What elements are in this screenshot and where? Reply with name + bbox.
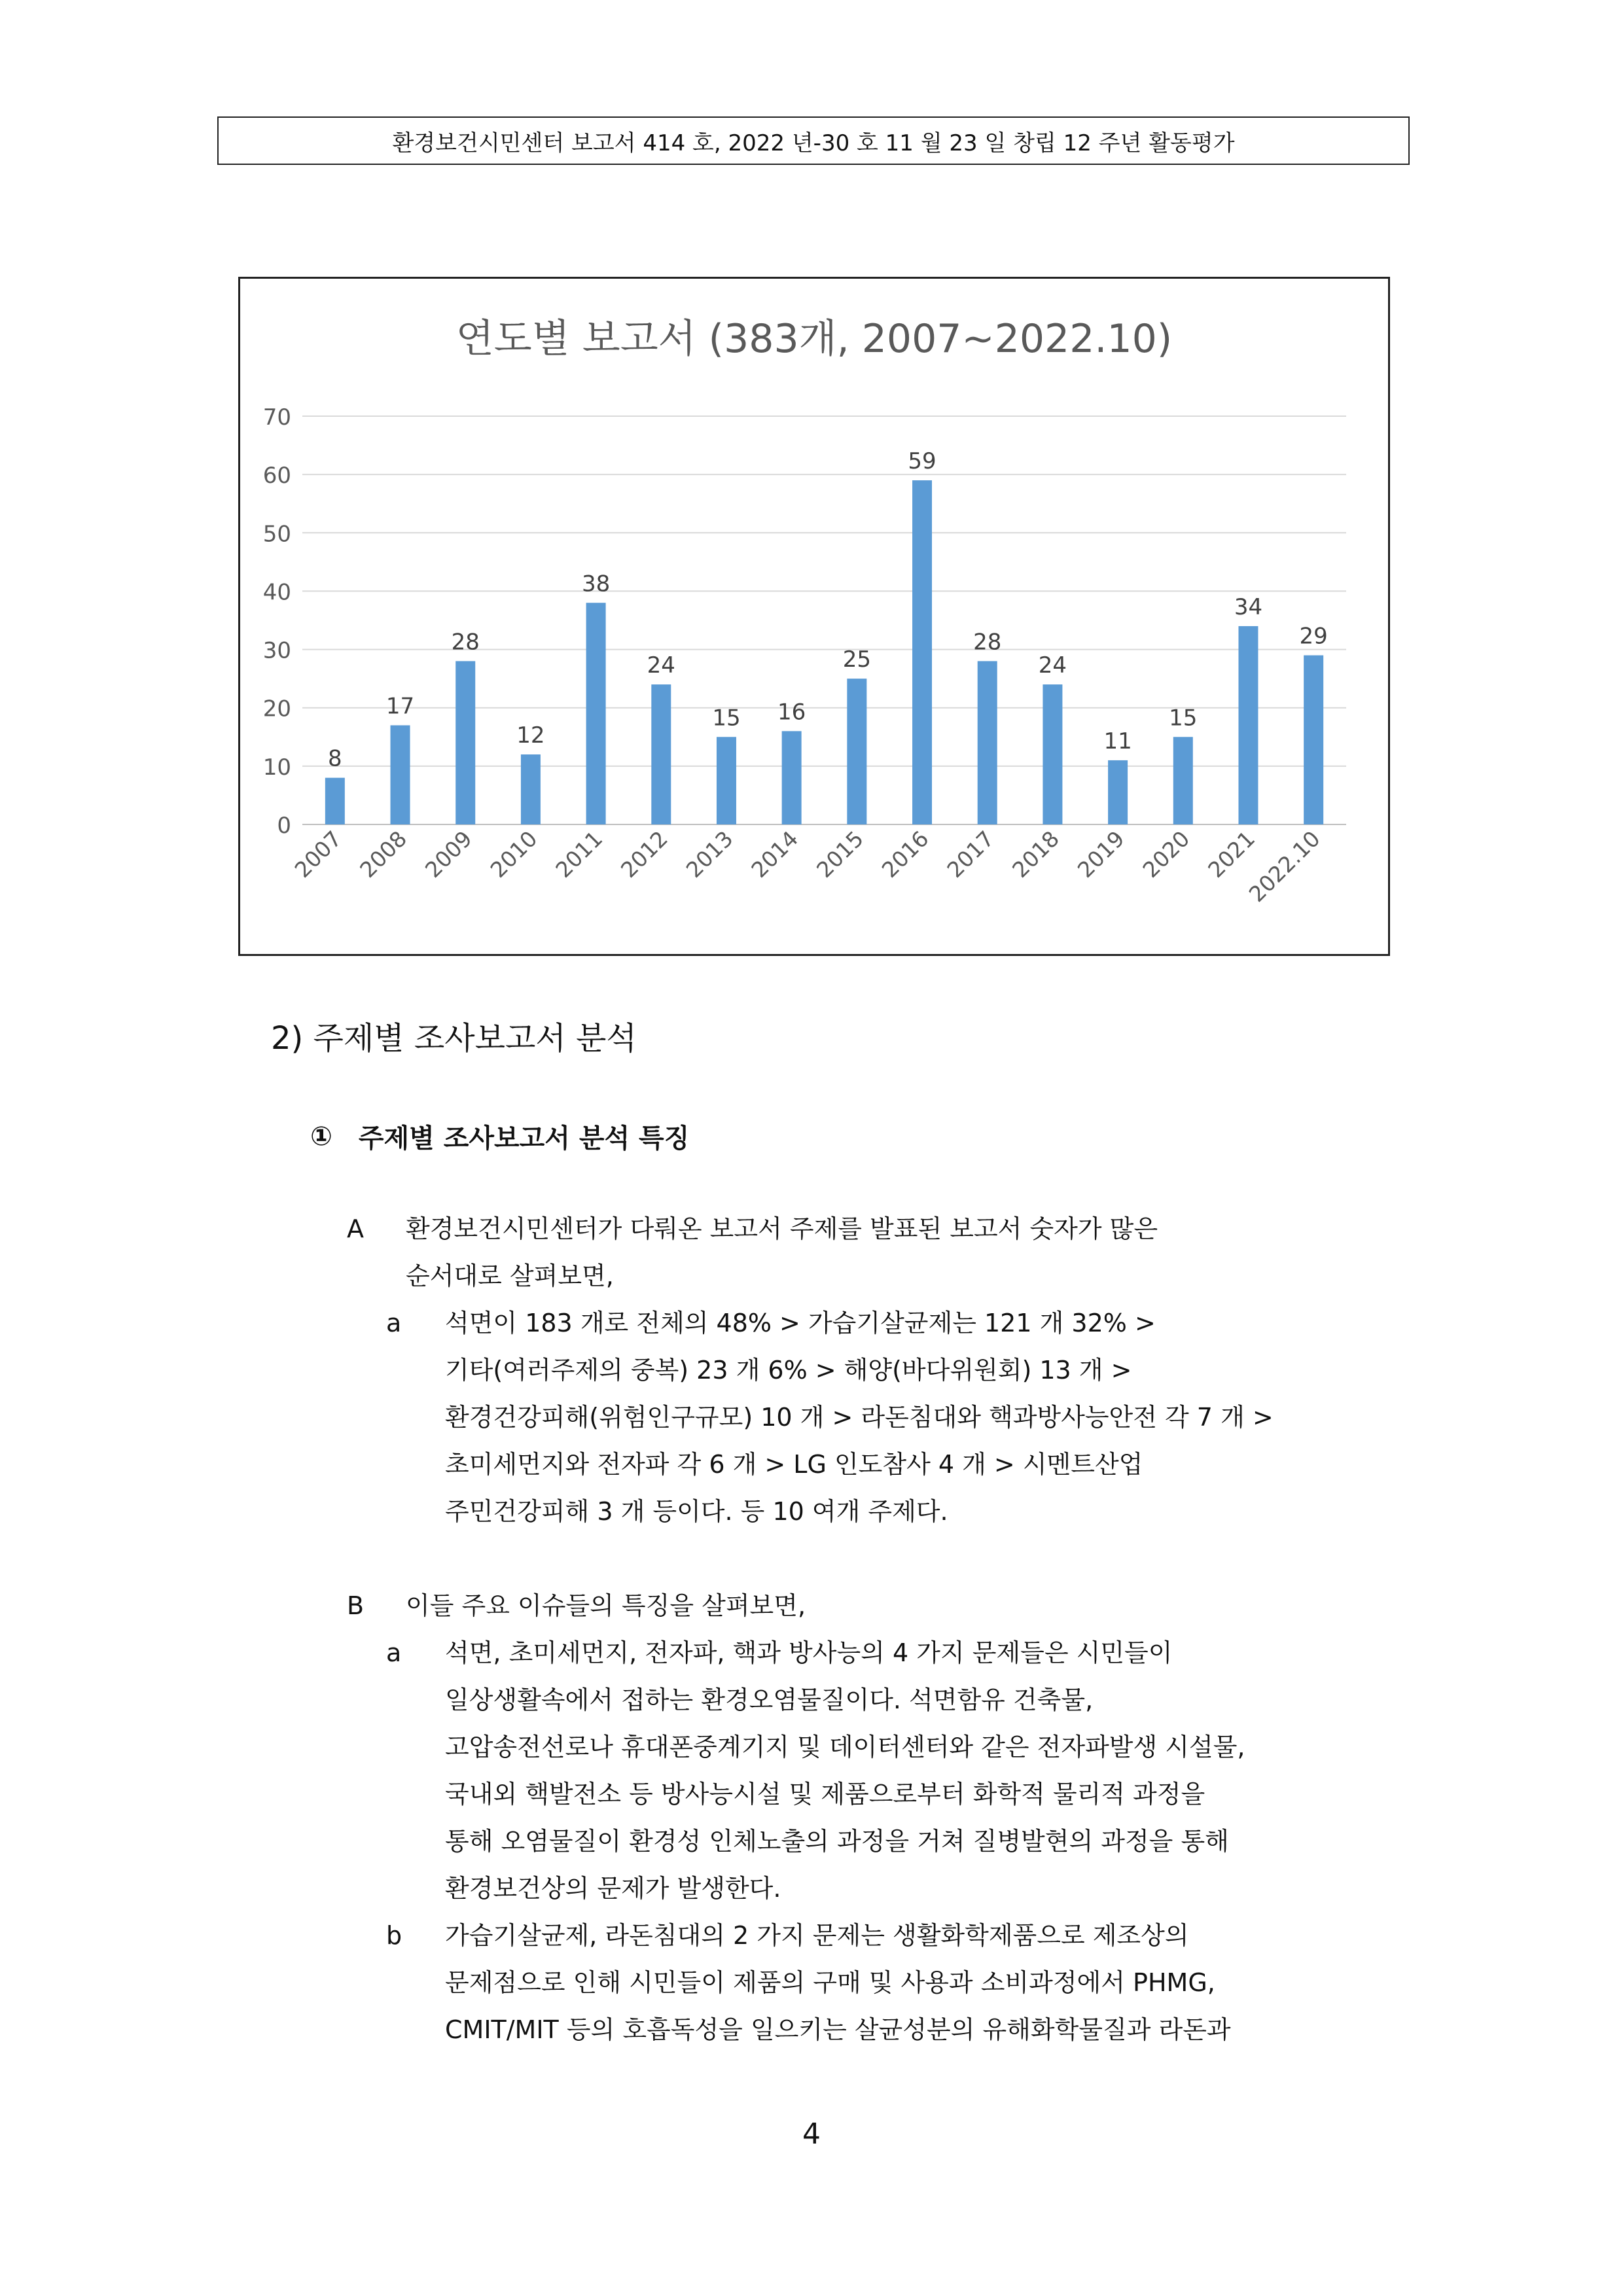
subsection-title: 주제별 조사보고서 분석 특징 xyxy=(358,1123,690,1154)
text-line: 환경건강피해(위험인구규모) 10 개 > 라돈침대와 핵과방사능안전 각 7 개 > xyxy=(445,1403,1274,1432)
part-a-marker: A xyxy=(347,1214,364,1243)
subsection-heading xyxy=(310,1118,689,1155)
chart-x-ticks xyxy=(290,826,1325,907)
x-tick-label: 2013 xyxy=(681,826,738,883)
x-tick-label: 2016 xyxy=(876,826,934,883)
text-line: 이들 주요 이슈들의 특징을 살펴보면, xyxy=(406,1591,806,1620)
bar xyxy=(455,661,475,824)
text-line: 환경보건시민센터가 다뤄온 보고서 주제를 발표된 보고서 숫자가 많은 xyxy=(406,1214,1158,1243)
x-tick-label: 2015 xyxy=(812,826,869,883)
data-label: 8 xyxy=(328,745,342,772)
y-tick-label: 70 xyxy=(262,404,291,431)
data-label: 15 xyxy=(1169,705,1198,732)
data-label: 15 xyxy=(712,705,741,732)
text-line: 문제점으로 인해 시민들이 제품의 구매 및 사용과 소비과정에서 PHMG, xyxy=(445,1968,1215,1997)
y-tick-label: 60 xyxy=(262,463,291,489)
text-line: 고압송전선로나 휴대폰중계기지 및 데이터센터와 같은 전자파발생 시설물, xyxy=(445,1733,1245,1761)
y-tick-label: 30 xyxy=(262,637,291,664)
y-tick-label: 50 xyxy=(262,521,291,548)
bar xyxy=(1304,655,1323,824)
x-tick-label: 2022.10 xyxy=(1243,826,1325,908)
text-line: 석면이 183 개로 전체의 48% > 가습기살균제는 121 개 32% > xyxy=(445,1309,1156,1337)
text-line: 순서대로 살펴보면, xyxy=(406,1262,614,1290)
part-b-item-a-marker: a xyxy=(386,1638,402,1667)
data-label: 29 xyxy=(1299,623,1328,650)
part-a-item-a xyxy=(445,1299,1274,1535)
x-tick-label: 2018 xyxy=(1007,826,1065,883)
data-label: 34 xyxy=(1234,593,1263,620)
x-tick-label: 2021 xyxy=(1203,826,1260,883)
y-tick-label: 40 xyxy=(262,579,291,606)
data-label: 11 xyxy=(1103,728,1132,754)
part-a-intro xyxy=(406,1205,1158,1299)
data-label: 25 xyxy=(842,646,871,673)
x-tick-label: 2007 xyxy=(289,826,347,883)
text-line: 석면, 초미세먼지, 전자파, 핵과 방사능의 4 가지 문제들은 시민들이 xyxy=(445,1638,1173,1667)
text-line: 국내외 핵발전소 등 방사능시설 및 제품으로부터 화학적 물리적 과정을 xyxy=(445,1780,1205,1809)
x-tick-label: 2020 xyxy=(1137,826,1195,883)
x-tick-label: 2014 xyxy=(746,826,804,883)
data-label: 16 xyxy=(777,699,806,726)
text-line: 기타(여러주제의 중복) 23 개 6% > 해양(바다위원회) 13 개 > xyxy=(445,1356,1132,1385)
data-label: 59 xyxy=(908,448,936,475)
header-text: 환경보건시민센터 보고서 414 호, 2022 년-30 호 11 월 23 일 창립 12 주년 활동평가 xyxy=(392,130,1235,156)
data-label: 17 xyxy=(385,693,415,720)
x-tick-label: 2010 xyxy=(485,826,543,883)
data-label: 38 xyxy=(581,571,611,597)
text-line: 일상생활속에서 접하는 환경오염물질이다. 석면함유 건축물, xyxy=(445,1686,1094,1714)
text-line: CMIT/MIT 등의 호흡독성을 일으키는 살균성분의 유해화학물질과 라돈과 xyxy=(445,2015,1231,2044)
part-b-item-a xyxy=(445,1629,1245,1912)
bar xyxy=(391,725,410,824)
data-label: 24 xyxy=(647,652,675,679)
chart-title: 연도별 보고서 (383개, 2007~2022.10) xyxy=(455,316,1173,362)
part-b-marker: B xyxy=(347,1591,365,1620)
x-tick-label: 2009 xyxy=(419,826,477,883)
bar xyxy=(325,778,345,824)
text-line: 통해 오염물질이 환경성 인체노출의 과정을 거쳐 질병발현의 과정을 통해 xyxy=(445,1827,1229,1856)
part-b-item-b xyxy=(445,1912,1231,2053)
document-header xyxy=(217,116,1410,165)
chart-y-ticks xyxy=(263,404,291,839)
text-line: 주민건강피해 3 개 등이다. 등 10 여개 주제다. xyxy=(445,1497,948,1526)
y-tick-label: 0 xyxy=(277,813,291,839)
bar xyxy=(1238,626,1258,824)
page-number: 4 xyxy=(802,2117,821,2151)
x-tick-label: 2008 xyxy=(355,826,412,883)
bar xyxy=(847,679,866,824)
y-tick-label: 10 xyxy=(262,754,291,781)
data-label: 24 xyxy=(1038,652,1067,679)
bar xyxy=(1043,684,1062,824)
x-tick-label: 2012 xyxy=(615,826,673,883)
bar xyxy=(1173,737,1193,824)
part-a-item-a-marker: a xyxy=(386,1309,402,1337)
bar xyxy=(717,737,736,824)
bar xyxy=(521,754,541,824)
chart-data-labels xyxy=(328,448,1328,772)
part-b-item-b-marker: b xyxy=(386,1921,402,1950)
bar xyxy=(782,731,802,824)
x-tick-label: 2019 xyxy=(1072,826,1130,883)
subsection-marker: ① xyxy=(310,1121,332,1152)
bar xyxy=(978,661,997,824)
bar-chart xyxy=(238,277,1390,956)
text-line: 초미세먼지와 전자파 각 6 개 > LG 인도참사 4 개 > 시멘트산업 xyxy=(445,1450,1143,1479)
bar xyxy=(586,603,606,824)
data-label: 28 xyxy=(451,629,480,656)
part-b-intro xyxy=(406,1582,806,1629)
bar xyxy=(912,480,932,824)
section-title: 2) 주제별 조사보고서 분석 xyxy=(271,1020,637,1057)
data-label: 28 xyxy=(973,629,1002,656)
data-label: 12 xyxy=(516,722,545,749)
bar xyxy=(1108,760,1128,824)
y-tick-label: 20 xyxy=(262,696,291,722)
x-tick-label: 2011 xyxy=(550,826,608,883)
text-line: 환경보건상의 문제가 발생한다. xyxy=(445,1874,781,1903)
text-line: 가습기살균제, 라돈침대의 2 가지 문제는 생활화학제품으로 제조상의 xyxy=(445,1921,1189,1950)
x-tick-label: 2017 xyxy=(942,826,999,883)
chart-svg xyxy=(240,279,1388,954)
bar xyxy=(651,684,671,824)
